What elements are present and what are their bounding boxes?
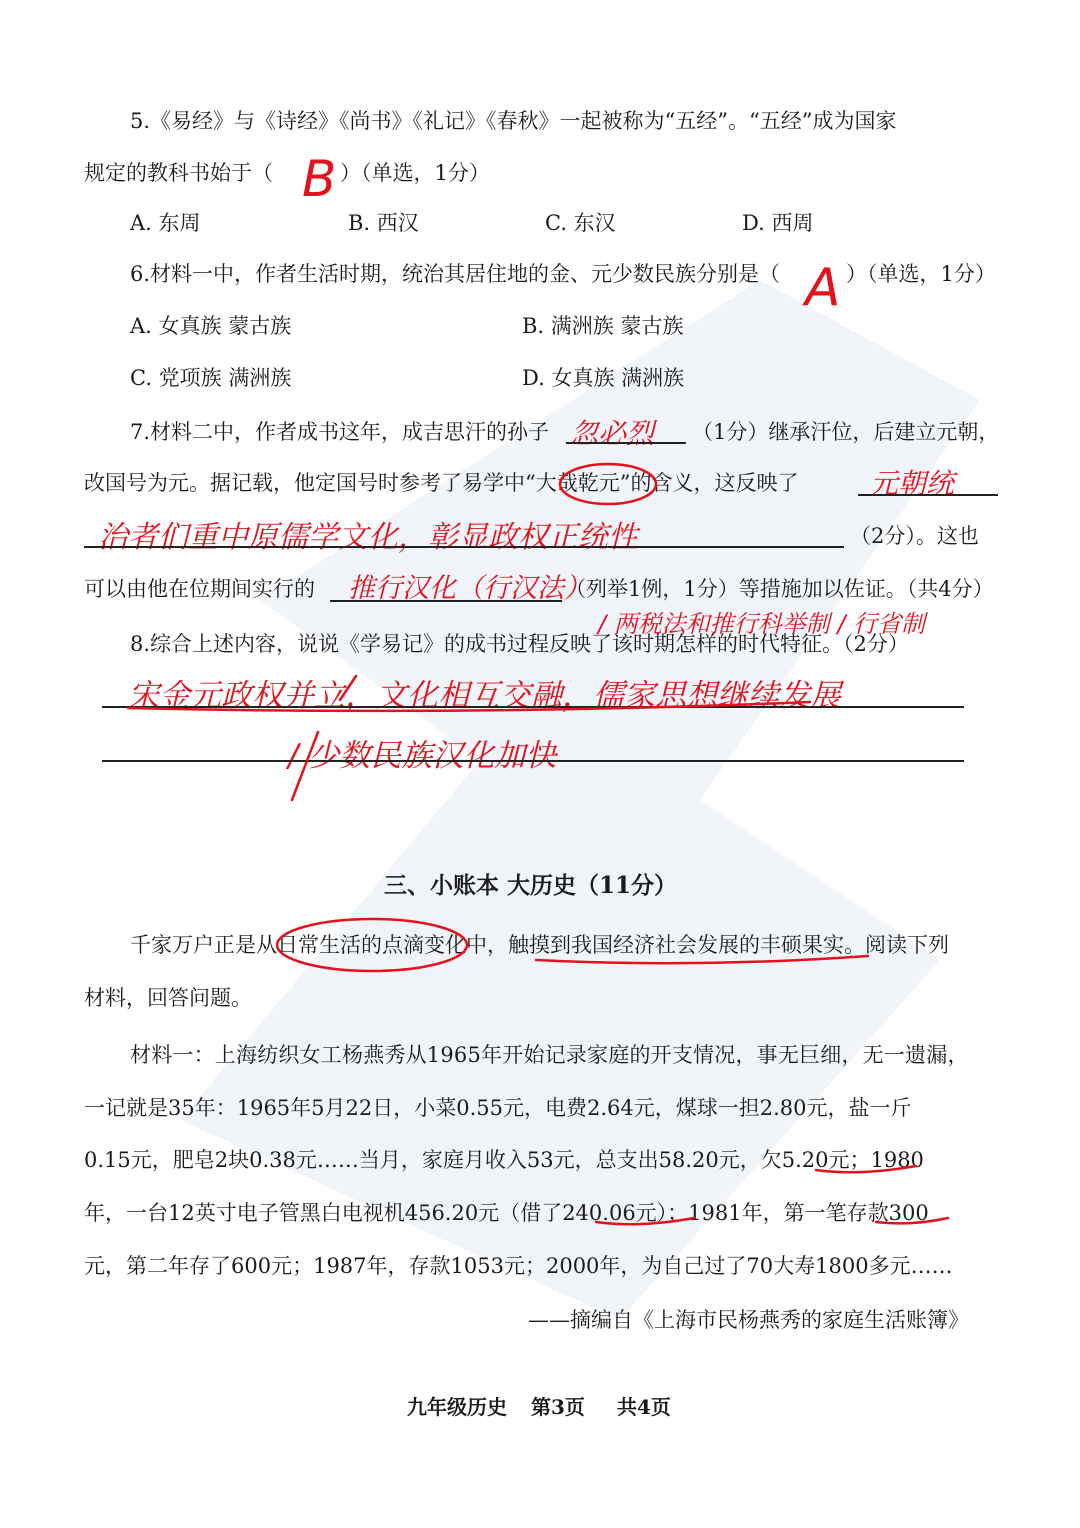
q5-stem-line2-suffix: ）（单选，1分） (340, 161, 490, 185)
q7-blank-line-4 (330, 600, 562, 602)
q7-blank-line-1 (566, 442, 686, 444)
q7-answer-measure-extra: / 两税法和推行科举制 / 行省制 (598, 610, 926, 638)
q6-option-b: B. 满洲族 蒙古族 (522, 314, 684, 338)
q6-option-c: C. 党项族 满洲族 (130, 366, 292, 390)
q7-answer-grandson: 忽必烈 (570, 417, 655, 450)
q7-line1-suffix: （1分）继承汗位，后建立元朝， (692, 420, 1000, 444)
section3-title: 三、小账本 大历史（11分） (384, 872, 678, 899)
q6-option-a: A. 女真族 蒙古族 (130, 314, 292, 338)
q5-option-c: C. 东汉 (545, 211, 616, 235)
q7-line1-prefix: 7.材料二中，作者成书这年，成吉思汗的孙子 (130, 420, 550, 444)
section3-intro-line1: 千家万户正是从日常生活的点滴变化中，触摸到我国经济社会发展的丰硕果实。阅读下列 (130, 933, 949, 957)
footer-subject: 九年级历史 (407, 1395, 507, 1419)
section3-intro-line2: 材料，回答问题。 (84, 986, 252, 1010)
q6-handwritten-answer: A (805, 258, 841, 318)
q7-blank-line-3 (84, 546, 844, 548)
q7-line3-suffix: （2分）。这也 (850, 524, 979, 548)
q6-stem-suffix: ）（单选，1分） (846, 262, 996, 286)
q7-line4-prefix: 可以由他在位期间实行的 (84, 577, 315, 601)
material1-line2: 一记就是35年：1965年5月22日，小菜0.55元，电费2.64元，煤球一担2.80元，盐一斤 (84, 1096, 912, 1120)
material1-line1: 材料一：上海纺织女工杨燕秀从1965年开始记录家庭的开支情况，事无巨细，无一遗漏， (130, 1043, 969, 1067)
watermark (60, 240, 1060, 1340)
q8-stem: 8.综合上述内容，说说《学易记》的成书过程反映了该时期怎样的时代特征。（2分） (130, 632, 909, 656)
q6-stem-prefix: 6.材料一中，作者生活时期，统治其居住地的金、元少数民族分别是（ (130, 262, 781, 286)
q7-answer-reflect-part1: 元朝统 (870, 467, 955, 500)
q5-handwritten-answer: B (302, 150, 337, 208)
footer-page-number: 第3页 (531, 1395, 585, 1419)
q7-answer-reflect-part2: 治者们重中原儒学文化，彰显政权正统性 (98, 520, 638, 555)
q7-answer-measure: 推行汉化（行汉法） (348, 573, 591, 604)
q5-stem-line1: 5.《易经》与《诗经》《尚书》《礼记》《春秋》一起被称为“五经”。“五经”成为国家 (130, 109, 897, 133)
q7-line4-suffix: （列举1例，1分）等措施加以佐证。（共4分） (565, 577, 994, 601)
q8-answer-line-2 (102, 760, 964, 762)
q5-option-a: A. 东周 (130, 211, 201, 235)
q6-option-d: D. 女真族 满洲族 (522, 366, 685, 390)
q8-answer-line-1 (102, 706, 964, 708)
material1-source: ——摘编自《上海市民杨燕秀的家庭生活账簿》 (528, 1308, 969, 1332)
material1-line4: 年，一台12英寸电子管黑白电视机456.20元（借了240.06元）；1981年，第一笔存款300 (84, 1201, 929, 1225)
q8-answer-line1: 宋金元政权并立，文化相互交融，儒家思想继续发展 (128, 678, 841, 714)
q5-option-b: B. 西汉 (348, 211, 419, 235)
q8-answer-line2: / 少数民族汉化加快 (288, 738, 557, 774)
footer-total-pages: 共4页 (617, 1395, 671, 1419)
q7-blank-line-2 (858, 494, 998, 496)
q5-stem-line2-prefix: 规定的教科书始于（ (84, 161, 273, 185)
material1-line5: 元，第二年存了600元；1987年，存款1053元；2000年，为自己过了70大寿1800多元…… (84, 1254, 953, 1278)
q7-line2: 改国号为元。据记载，他定国号时参考了易学中“大哉乾元”的含义，这反映了 (84, 471, 799, 495)
q5-option-d: D. 西周 (742, 211, 814, 235)
material1-line3: 0.15元，肥皂2块0.38元……当月，家庭月收入53元，总支出58.20元，欠5.20元；1980 (84, 1148, 924, 1172)
